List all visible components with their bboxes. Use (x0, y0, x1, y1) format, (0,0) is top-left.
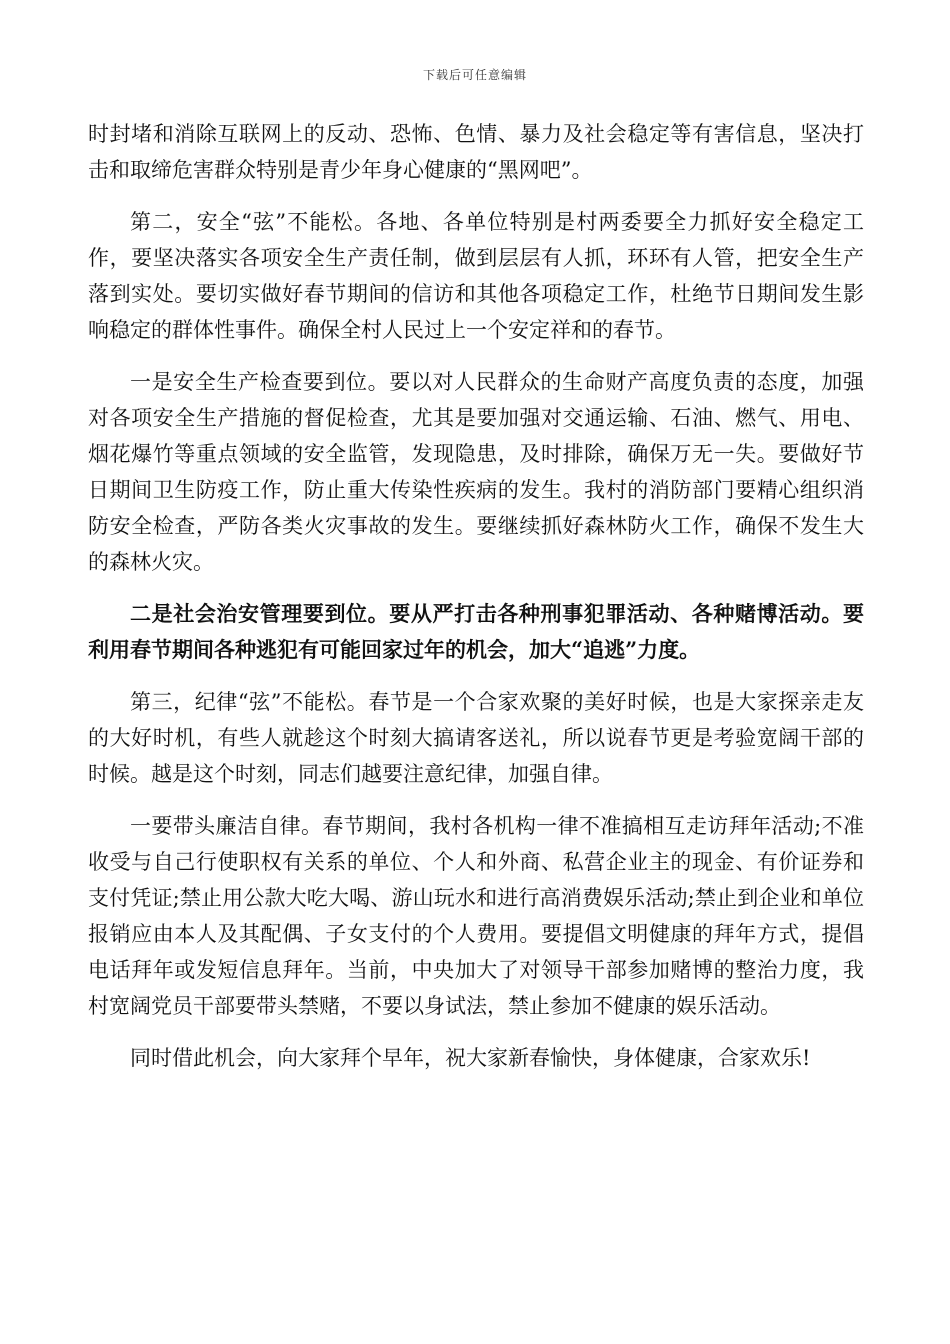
paragraph-safety-inspection: 一是安全生产检查要到位。要以对人民群众的生命财产高度负责的态度，加强对各项安全生产措施的督促检查，尤其是要加强对交通运输、石油、燃气、用电、烟花爆竹等重点领域的安全监管，发现隐患，及时排除，确保万无一失。要做好节日期间卫生防疫工作，防止重大传染性疾病的发生。我村的消防部门要精心组织消防安全检查，严防各类火灾事故的发生。要继续抓好森林防火工作，确保不发生大的森林火灾。 (88, 370, 864, 574)
paragraph-public-order: 二是社会治安管理要到位。要从严打击各种刑事犯罪活动、各种赌博活动。要利用春节期间各种逃犯有可能回家过年的机会，加大“追逃”力度。 (88, 601, 864, 662)
paragraph-continuation: 时封堵和消除互联网上的反动、恐怖、色情、暴力及社会稳定等有害信息，坚决打击和取缔危害群众特别是青少年身心健康的“黑网吧”。 (88, 122, 864, 182)
paragraph-security-string: 第二，安全“弦”不能松。各地、各单位特别是村两委要全力抓好安全稳定工作，要坚决落实各项安全生产责任制，做到层层有人抓，环环有人管，把安全生产落到实处。要切实做好春节期间的信访和其他各项稳定工作，杜绝节日期间发生影响稳定的群体性事件。确保全村人民过上一个安定祥和的春节。 (88, 210, 864, 342)
paragraph-greeting: 同时借此机会，向大家拜个早年，祝大家新春愉快，身体健康，合家欢乐! (130, 1046, 811, 1070)
paragraph-discipline-string: 第三，纪律“弦”不能松。春节是一个合家欢聚的美好时候，也是大家探亲走友的大好时机，有些人就趁这个时刻大搞请客送礼，所以说春节更是考验宽阔干部的时候。越是这个时刻，同志们越要注意纪律，加强自律。 (88, 690, 864, 786)
document-body (88, 116, 864, 1076)
paragraph-integrity: 一要带头廉洁自律。春节期间，我村各机构一律不准搞相互走访拜年活动;不准收受与自己行使职权有关系的单位、个人和外商、私营企业主的现金、有价证券和支付凭证;禁止用公款大吃大喝、游山玩水和进行高消费娱乐活动;禁止到企业和单位报销应由本人及其配偶、子女支付的个人费用。要提倡文明健康的拜年方式，提倡电话拜年或发短信息拜年。当前，中央加大了对领导干部参加赌博的整治力度，我村宽阔党员干部要带头禁赌，不要以身试法，禁止参加不健康的娱乐活动。 (88, 814, 864, 1018)
page-header: 下载后可任意编辑 (422, 68, 527, 82)
